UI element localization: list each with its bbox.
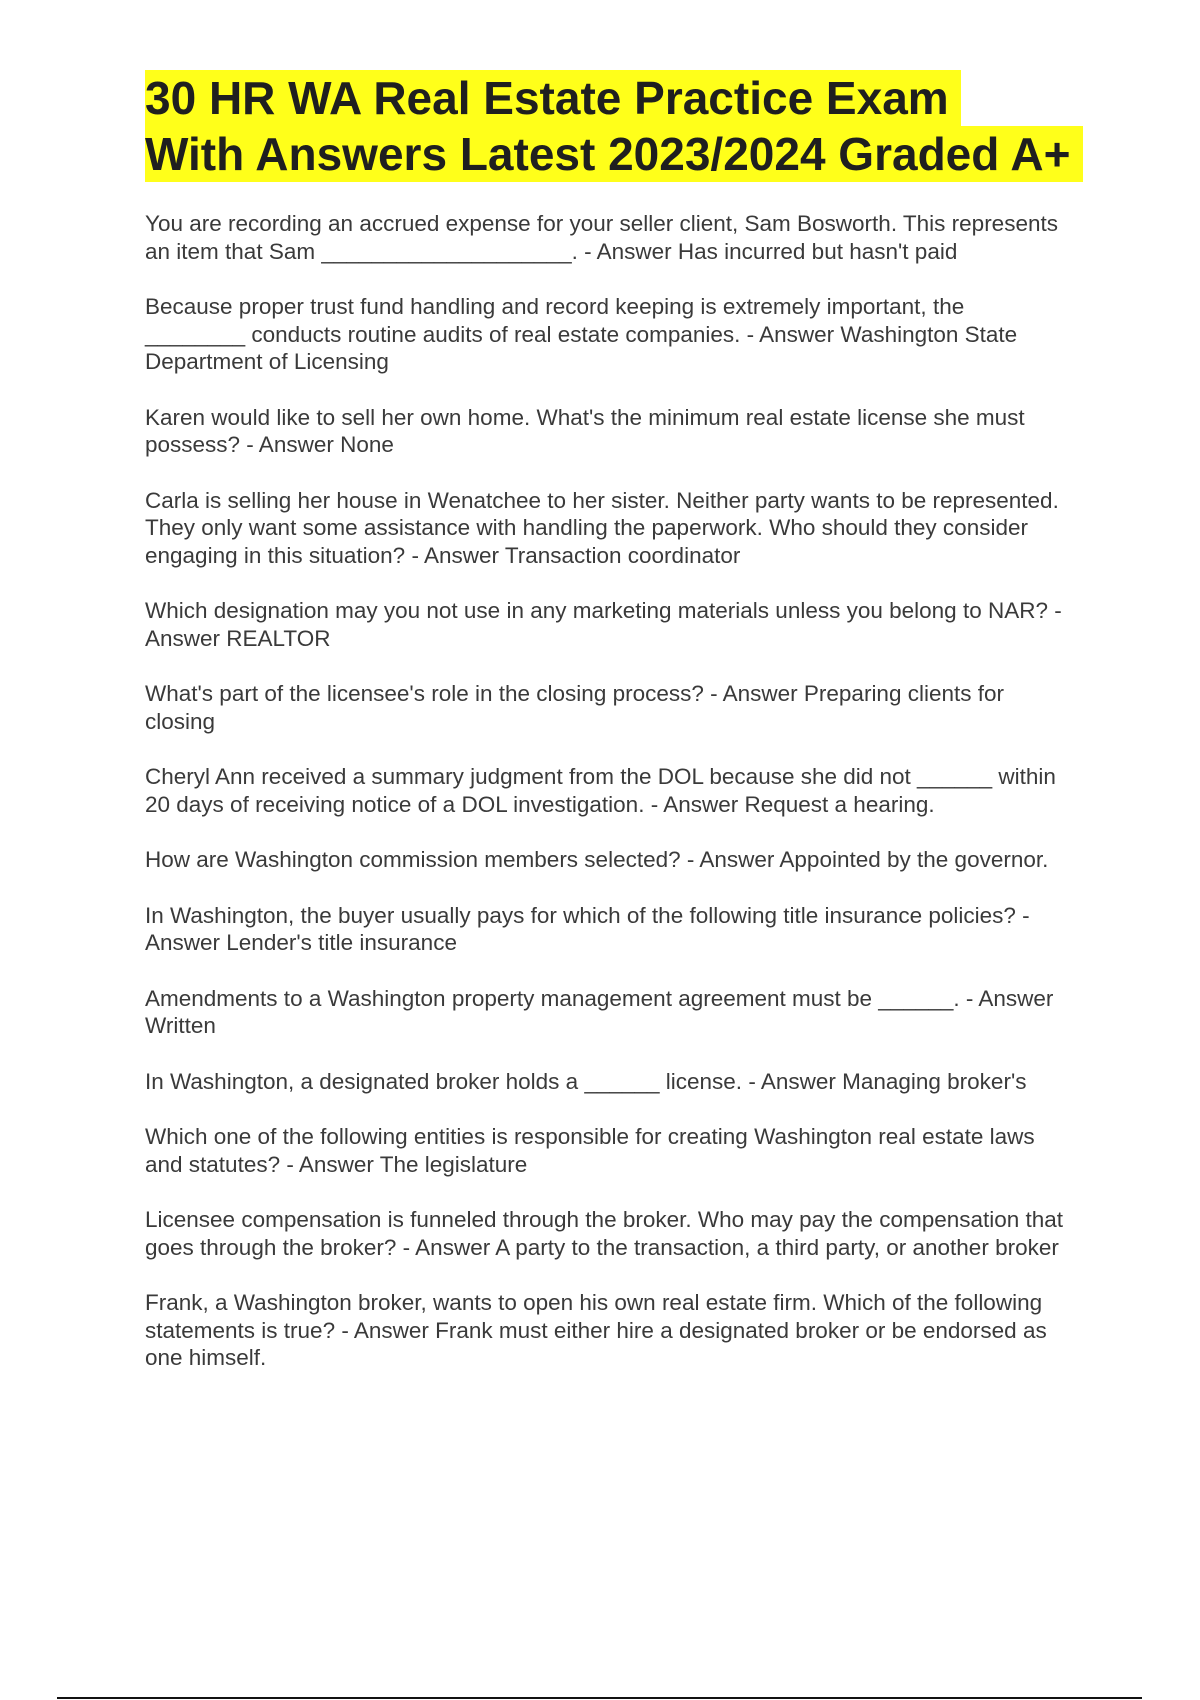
qa-item: Which one of the following entities is responsible for creating Washington real estate laws and statutes? - Answer The legislature — [145, 1124, 1035, 1177]
qa-item: What's part of the licensee's role in the closing process? - Answer Preparing clients for closing — [145, 681, 1004, 734]
qa-item: Which designation may you not use in any marketing materials unless you belong to NAR? - Answer REALTOR — [145, 598, 1062, 651]
document-title — [145, 70, 1135, 182]
qa-item: Because proper trust fund handling and record keeping is extremely important, the ________ conducts routine audits of real estate companies. - Answer Washington State Department of Licensing — [145, 294, 1018, 374]
qa-item: Licensee compensation is funneled through the broker. Who may pay the compensation that goes through the broker? - Answer A party to the transaction, a third party, or another broker — [145, 1207, 1064, 1260]
qa-item: How are Washington commission members selected? - Answer Appointed by the governor. — [145, 847, 1049, 872]
qa-item: In Washington, a designated broker holds a ______ license. - Answer Managing broker's — [145, 1068, 1027, 1094]
qa-item: Cheryl Ann received a summary judgment from the DOL because she did not ______ within 20 days of receiving notice of a DOL investigation. - Answer Request a hearing. — [145, 764, 1056, 817]
qa-item: Frank, a Washington broker, wants to open his own real estate firm. Which of the following statements is true? - Answer Frank must either hire a designated broker or be endorsed as one himself. — [145, 1290, 1047, 1370]
title-line-1: 30 HR WA Real Estate Practice Exam — [145, 70, 961, 126]
question-answer-list — [145, 210, 1070, 1400]
qa-item: In Washington, the buyer usually pays for which of the following title insurance policies? - Answer Lender's title insurance — [145, 902, 1030, 955]
page-bottom-rule — [57, 1697, 1142, 1699]
qa-item: Carla is selling her house in Wenatchee to her sister. Neither party wants to be represented. They only want some assistance with handling the paperwork. Who should they consider engaging in this situation? - Answer Transaction coordinator — [145, 487, 1059, 568]
qa-item: Karen would like to sell her own home. What's the minimum real estate license she must possess? - Answer None — [145, 404, 1025, 457]
title-line-2: With Answers Latest 2023/2024 Graded A+ — [145, 126, 1083, 182]
qa-item: Amendments to a Washington property management agreement must be ______. - Answer Written — [145, 985, 1054, 1038]
qa-item: You are recording an accrued expense for your seller client, Sam Bosworth. This represents an item that Sam ____________________. - Answer Has incurred but hasn't paid — [145, 211, 1058, 264]
